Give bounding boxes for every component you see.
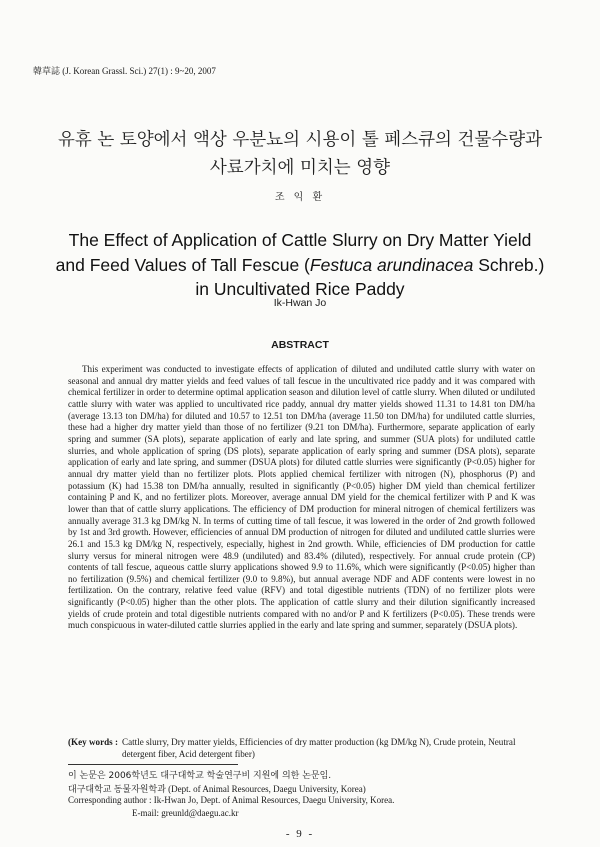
english-title-line-1: The Effect of Application of Cattle Slurry on Dry Matter Yield (68, 230, 532, 250)
footnote-corresponding-author: Corresponding author : Ik-Hwan Jo, Dept. of Animal Resources, Daegu University, Korea. (68, 795, 395, 805)
page-number: - 9 - (285, 828, 315, 840)
english-title-line-2-start: and Feed Values of Tall Fescue ( (55, 254, 310, 275)
footnote-email: E-mail: greunld@daegu.ac.kr (132, 808, 239, 818)
footnote-divider (68, 764, 238, 765)
korean-title-line-2: 사료가치에 미치는 영향 (209, 158, 391, 178)
english-title-line-2-end: Schreb.) (473, 254, 545, 275)
english-title (0, 228, 600, 302)
abstract-heading: ABSTRACT (271, 339, 329, 351)
keywords-label: (Key words : (68, 737, 119, 747)
footnote-affiliation: 대구대학교 동물자원학과 (Dept. of Animal Resources, Daegu University, Korea) (68, 784, 366, 794)
keywords (68, 737, 535, 760)
footnote-funding: 이 논문은 2006학년도 대구대학교 학술연구비 지원에 의한 논문임. (68, 771, 332, 781)
english-author: Ik-Hwan Jo (273, 297, 327, 309)
korean-title-line-1: 유휴 논 토양에서 액상 우분뇨의 시용이 톨 페스큐의 건물수량과 (57, 130, 543, 150)
english-title-line-3: in Uncultivated Rice Paddy (195, 279, 405, 299)
english-title-line-2 (0, 253, 600, 278)
scientific-name: Festuca arundinacea (309, 254, 474, 275)
keywords-text: Cattle slurry, Dry matter yields, Efficiencies of dry matter production (kg DM/kg N), Crude protein, Neutral detergent fiber, Acid detergent fiber) (122, 737, 516, 759)
korean-author: 조 익 환 (274, 192, 326, 203)
abstract-body: This experiment was conducted to investigate effects of application of diluted and undiluted cattle slurry with water on seasonal and annual dry matter yields and feed values of tall fescue in the uncultivated rice paddy and it was compared with chemical fertilizer in order to determine optimal application season and dilution level of cattle slurry. When diluted or undiluted cattle slurry with water was applied to uncultivated rice paddy, annual dry matter yields showed 11.31 to 14.81 ton DM/ha (average 13.13 ton DM/ha) for diluted and 10.57 to 12.51 ton DM/ha (average 11.50 ton DM/ha) for undiluted cattle slurries, these had a higher dry matter yield than those of no fertilizer (9.21 ton DM/ha). Furthermore, separate application of early spring and summer (SA plots), separate application of early and late spring, and summer (SUA plots) for undiluted cattle slurries, and whole application of spring (DS plots), separate application of early spring and summer (DSA plots), separate application of early and late spring, and summer (DSUA plots) for diluted cattle slurries were significantly (P<0.05) higher for annual dry matter yield than no fertilizer plots. Plots applied chemical fertilizer with nitrogen (N), phosphorus (P) and potassium (K) had 15.38 ton DM/ha annually, resulted in significantly (P<0.05) higher DM yield than chemical fertilizer containing P and K, and no fertilizer plots. Moreover, average annual DM yield for the chemical fertilizer with P and K was lower than that of cattle slurry applications. The efficiency of DM production for mineral nitrogen of chemical fertilizers was annually average 31.3 kg DM/kg N. In terms of cutting time of tall fescue, it was lowered in the order of 2nd growth followed by 1st and 3rd growth. However, efficiencies of annual DM production of nitrogen for diluted and undiluted cattle slurries were 26.1 and 15.3 kg DM/kg N, respectively, especially, highest in 2nd growth. While, efficiencies of DM production for cattle slurry versus for mineral nitrogen were 48.9 (undiluted) and 83.4% (diluted), respectively. For annual crude protein (CP) contents of tall fescue, aqueous cattle slurry applications showed 9.9 to 11.6%, which were significantly (P<0.05) higher than no fertilization (9.5%) and chemical fertilizer (9.0 to 9.8%), but annual average NDF and ADF contents were lowest in no fertilization. On the contrary, relative feed value (RFV) and total digestible nutrients (TDN) of no fertilizer plots were significantly (P<0.05) higher than the other plots. The application of cattle slurry and their dilution significantly increased yields of crude protein and total digestible nutrients compared with no and/or P and K fertilizers (P<0.05). These trends were much conspicuous in water-diluted cattle slurries applied in the early and late spring and summer, separately (DSUA plots). (68, 364, 535, 631)
journal-reference: 韓草誌 (J. Korean Grassl. Sci.) 27(1) : 9~20, 2007 (33, 66, 216, 76)
